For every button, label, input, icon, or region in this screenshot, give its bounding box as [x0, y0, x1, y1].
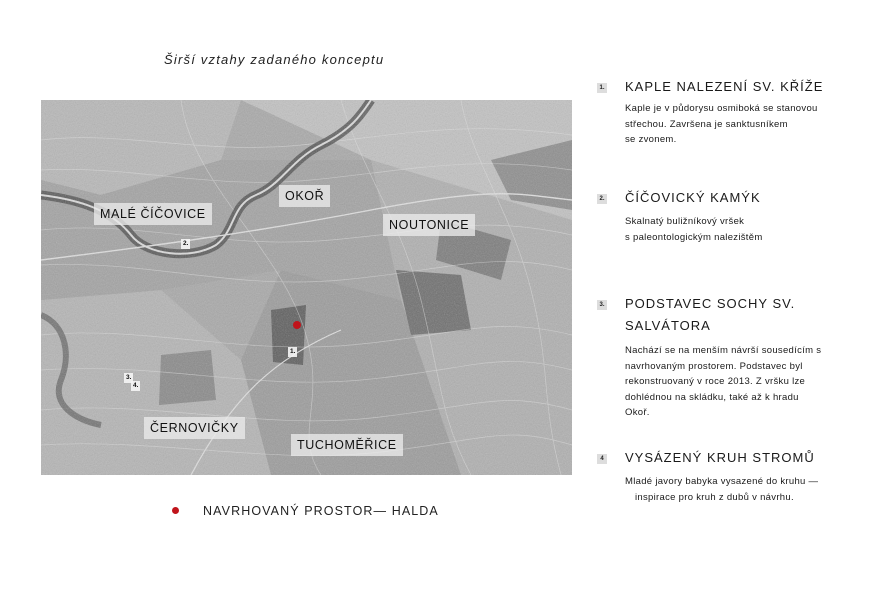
item-heading: ČÍČOVICKÝ KAMÝK	[625, 190, 761, 205]
item-heading: KAPLE NALEZENÍ SV. KŘÍŽE	[625, 79, 824, 94]
place-label-male-cicovice: MALÉ ČÍČOVICE	[94, 203, 212, 225]
item-heading: PODSTAVEC SOCHY SV. SALVÁTORA	[625, 296, 796, 333]
item-number-badge: 4	[597, 454, 607, 464]
place-label-okor: OKOŘ	[279, 185, 330, 207]
item-description: Kaple je v půdorysu osmiboká se stanovou střechou. Završena je sanktusníkem se zvonem.	[625, 103, 818, 145]
aerial-map[interactable]	[41, 100, 572, 475]
place-label-noutonice: NOUTONICE	[383, 214, 475, 236]
place-label-tuchomerice: TUCHOMĚŘICE	[291, 434, 403, 456]
item-heading: VYSÁZENÝ KRUH STROMŮ	[625, 450, 815, 465]
item-description: Skalnatý buližníkový vršek s paleontologickým nalezištěm	[625, 216, 763, 243]
item-number-badge: 3.	[597, 300, 607, 310]
proposed-site-marker[interactable]	[293, 321, 301, 329]
item-number-badge: 1.	[597, 83, 607, 93]
place-label-cernovicky: ČERNOVIČKY	[144, 417, 245, 439]
map-marker-3[interactable]: 3.	[126, 374, 132, 381]
map-legend	[172, 504, 439, 518]
item-description: Mladé javory babyka vysazené do kruhu — inspirace pro kruh z dubů v návrhu.	[625, 476, 819, 503]
item-description: Nachází se na menším návrší sousedícím s navrhovaným prostorem. Podstavec byl rekonstruovaný v roce 2013. Z vršku lze dohlédnou na skládku, také až k hradu Okoř.	[625, 345, 822, 418]
map-terrain	[41, 100, 572, 475]
item-number-badge: 2.	[597, 194, 607, 204]
map-marker-2[interactable]: 2.	[183, 240, 189, 247]
map-marker-4[interactable]: 4.	[133, 382, 139, 389]
page-title: Širší vztahy zadaného konceptu	[164, 52, 385, 67]
map-marker-1[interactable]: 1.	[290, 348, 296, 355]
legend-label: NAVRHOVANÝ PROSTOR— HALDA	[203, 504, 439, 518]
legend-red-dot-icon	[172, 507, 179, 514]
